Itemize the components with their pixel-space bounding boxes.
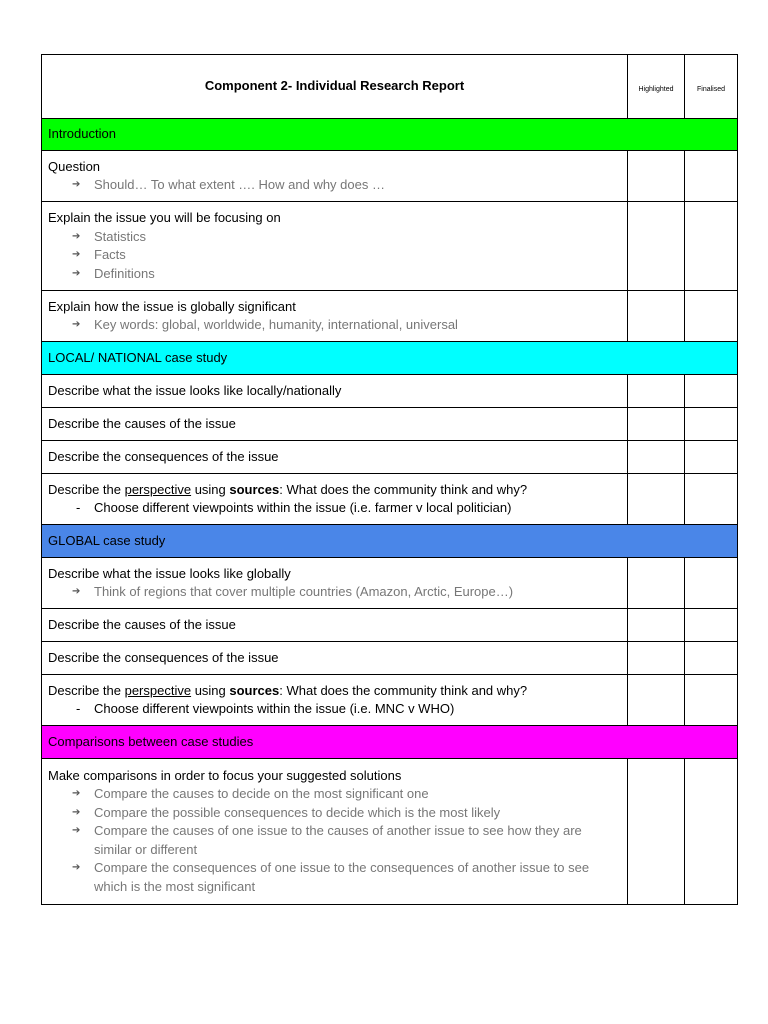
table-row xyxy=(42,609,738,642)
row-label: Make comparisons in order to focus your suggested solutions xyxy=(48,767,402,783)
page-title: Component 2- Individual Research Report xyxy=(42,55,628,119)
row-label: Describe the consequences of the issue xyxy=(42,441,628,474)
list-item: ➔ Compare the possible consequences to decide which is the most likely xyxy=(72,804,621,823)
finalised-checkbox[interactable] xyxy=(685,151,738,202)
row-label: Explain the issue you will be focusing on xyxy=(48,210,281,225)
list-item: ➔ Should… To what extent …. How and why does … xyxy=(72,176,621,195)
finalised-checkbox[interactable] xyxy=(685,474,738,525)
header-row xyxy=(42,55,738,119)
list-item: - Choose different viewpoints within the issue (i.e. MNC v WHO) xyxy=(72,700,621,719)
section-comparisons xyxy=(42,726,738,759)
finalised-checkbox[interactable] xyxy=(685,375,738,408)
row-label: Describe the perspective using sources: What does the community think and why? xyxy=(48,682,528,698)
finalised-checkbox[interactable] xyxy=(685,291,738,342)
highlighted-checkbox[interactable] xyxy=(628,558,685,609)
row-label: Describe what the issue looks like globally xyxy=(48,565,291,581)
research-report-checklist xyxy=(41,54,738,905)
highlighted-checkbox[interactable] xyxy=(628,408,685,441)
finalised-checkbox[interactable] xyxy=(685,558,738,609)
row-label: Describe the causes of the issue xyxy=(42,408,628,441)
table-row xyxy=(42,375,738,408)
section-heading-global: GLOBAL case study xyxy=(42,525,738,558)
table-row xyxy=(42,441,738,474)
finalised-checkbox[interactable] xyxy=(685,202,738,291)
table-row xyxy=(42,291,738,342)
section-heading-local: LOCAL/ NATIONAL case study xyxy=(42,342,738,375)
section-local xyxy=(42,342,738,375)
row-label: Question xyxy=(48,158,101,174)
list-item: - Choose different viewpoints within the issue (i.e. farmer v local politician) xyxy=(72,499,621,518)
finalised-checkbox[interactable] xyxy=(685,609,738,642)
section-heading-introduction: Introduction xyxy=(42,119,738,151)
list-item: ➔ Statistics xyxy=(72,228,621,247)
highlighted-checkbox[interactable] xyxy=(628,441,685,474)
list-item: ➔ Definitions xyxy=(72,265,621,284)
section-global xyxy=(42,525,738,558)
section-heading-comparisons: Comparisons between case studies xyxy=(42,726,738,759)
sources-term: sources xyxy=(229,682,280,698)
list-item: ➔ Key words: global, worldwide, humanity, international, universal xyxy=(72,316,621,335)
table-row xyxy=(42,642,738,675)
finalised-checkbox[interactable] xyxy=(685,441,738,474)
highlighted-checkbox[interactable] xyxy=(628,642,685,675)
list-item: ➔ Compare the consequences of one issue to the consequences of another issue to see which is the most significant xyxy=(72,859,621,896)
perspective-term: perspective xyxy=(124,682,192,698)
perspective-term: perspective xyxy=(124,481,192,497)
table-row xyxy=(42,151,738,202)
finalised-checkbox[interactable] xyxy=(685,675,738,726)
row-label: Explain how the issue is globally significant xyxy=(48,298,296,314)
table-row xyxy=(42,202,738,291)
highlighted-checkbox[interactable] xyxy=(628,375,685,408)
list-item: ➔ Compare the causes to decide on the most significant one xyxy=(72,785,621,804)
finalised-checkbox[interactable] xyxy=(685,642,738,675)
highlighted-checkbox[interactable] xyxy=(628,202,685,291)
finalised-checkbox[interactable] xyxy=(685,759,738,905)
row-label: Describe the perspective using sources: What does the community think and why? xyxy=(48,481,528,497)
table-row xyxy=(42,759,738,905)
list-item: ➔ Think of regions that cover multiple countries (Amazon, Arctic, Europe…) xyxy=(72,583,621,602)
section-introduction xyxy=(42,119,738,151)
highlighted-checkbox[interactable] xyxy=(628,474,685,525)
sources-term: sources xyxy=(229,481,280,497)
row-label: Describe the causes of the issue xyxy=(42,609,628,642)
column-header-finalised: Finalised xyxy=(696,85,725,93)
highlighted-checkbox[interactable] xyxy=(628,151,685,202)
table-row xyxy=(42,675,738,726)
list-item: ➔ Facts xyxy=(72,246,621,265)
column-header-highlighted: Highlighted xyxy=(638,85,674,93)
highlighted-checkbox[interactable] xyxy=(628,759,685,905)
list-item: ➔ Compare the causes of one issue to the causes of another issue to see how they are similar or different xyxy=(72,822,621,859)
row-label: Describe what the issue looks like locally/nationally xyxy=(42,375,628,408)
table-row xyxy=(42,558,738,609)
highlighted-checkbox[interactable] xyxy=(628,291,685,342)
finalised-checkbox[interactable] xyxy=(685,408,738,441)
highlighted-checkbox[interactable] xyxy=(628,609,685,642)
row-label: Describe the consequences of the issue xyxy=(42,642,628,675)
table-row xyxy=(42,474,738,525)
highlighted-checkbox[interactable] xyxy=(628,675,685,726)
table-row xyxy=(42,408,738,441)
